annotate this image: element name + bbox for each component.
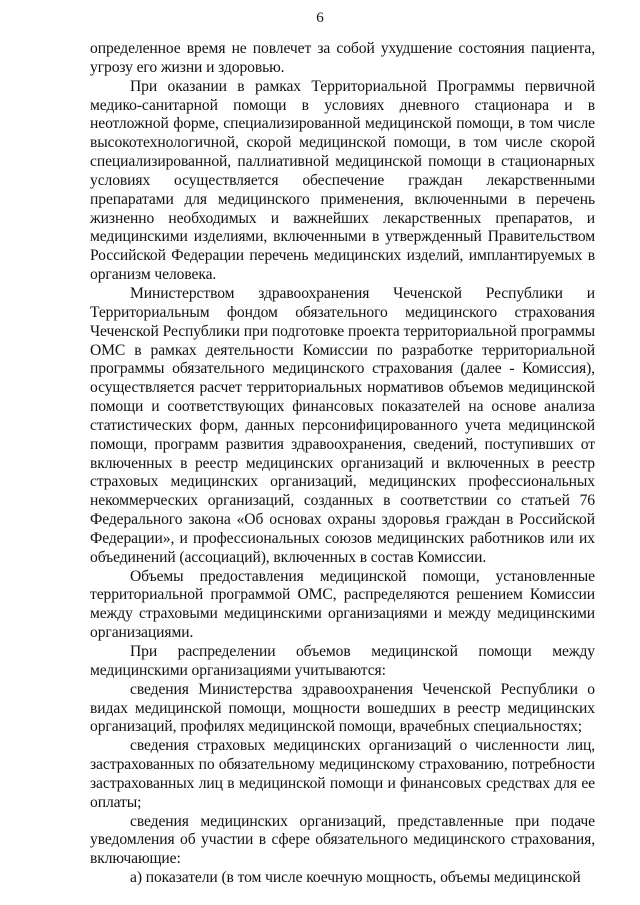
page-number: 6 bbox=[316, 10, 324, 26]
paragraph-continuation: определенное время не повлечет за собой ухудшение состояния пациента, угрозу его жизни и здоровью. bbox=[90, 40, 595, 76]
paragraph-volume-distribution: Объемы предоставления медицинской помощи, установленные территориальной программой ОМС, распределяются решением Комиссии между страховыми медицинскими организациями и между медицинскими организациями. bbox=[90, 567, 595, 642]
document-body bbox=[90, 40, 595, 888]
paragraph-medication-provision: При оказании в рамках Территориальной Программы первичной медико-санитарной помощи в условиях дневного стационара и в неотложной форме, специализированной медицинской помощи, в том числе высокотехнологичной, скорой медицинской помощи, в том числе скорой специализированной, паллиативной медицинской помощи в стационарных условиях осуществляется обеспечение граждан лекарственными препаратами для медицинского применения, включенными в перечень жизненно необходимых и важнейших лекарственных препаратов, и медицинскими изделиями, включенными в утвержденный Правительством Российской Федерации перечень медицинских изделий, имплантируемых в организм человека. bbox=[90, 77, 595, 284]
paragraph-organization-info: сведения медицинских организаций, представленные при подаче уведомления об участии в сфере обязательного медицинского страхования, включающие: bbox=[90, 812, 595, 868]
paragraph-ministry-info: сведения Министерства здравоохранения Чеченской Республики о видах медицинской помощи, мощности вошедших в реестр медицинских организаций, профилях медицинской помощи, врачебных специальностях; bbox=[90, 680, 595, 736]
paragraph-indicators-item: а) показатели (в том числе коечную мощность, объемы медицинской bbox=[130, 869, 581, 887]
paragraph-distribution-factors: При распределении объемов медицинской помощи между медицинскими организациями учитываются: bbox=[90, 643, 595, 679]
paragraph-insurer-info: сведения страховых медицинских организаций о численности лиц, застрахованных по обязательному медицинскому страхованию, потребности застрахованных лиц в медицинской помощи и финансовых средствах для ее оплаты; bbox=[90, 737, 595, 811]
paragraph-ministry-calculation: Министерством здравоохранения Чеченской Республики и Территориальным фондом обязательного медицинского страхования Чеченской Республики при подготовке проекта территориальной программы ОМС в рамках деятельности Комиссии по разработке территориальной программы обязательного медицинского страхования (далее - Комиссия), осуществляется расчет территориальных нормативов объемов медицинской помощи и соответствующих финансовых показателей на основе анализа статистических форм, данных персонифицированного учета медицинской помощи, программ развития здравоохранения, сведений, поступивших от включенных в реестр медицинских организаций и включенных в реестр страховых медицинских организаций, медицинских профессиональных некоммерческих организаций, созданных в соответствии со статьей 76 Федерального закона «Об основах охраны здоровья граждан в Российской Федерации», и профессиональных союзов медицинских работников или их объединений (ассоциаций), включенных в состав Комиссии. bbox=[90, 284, 595, 566]
